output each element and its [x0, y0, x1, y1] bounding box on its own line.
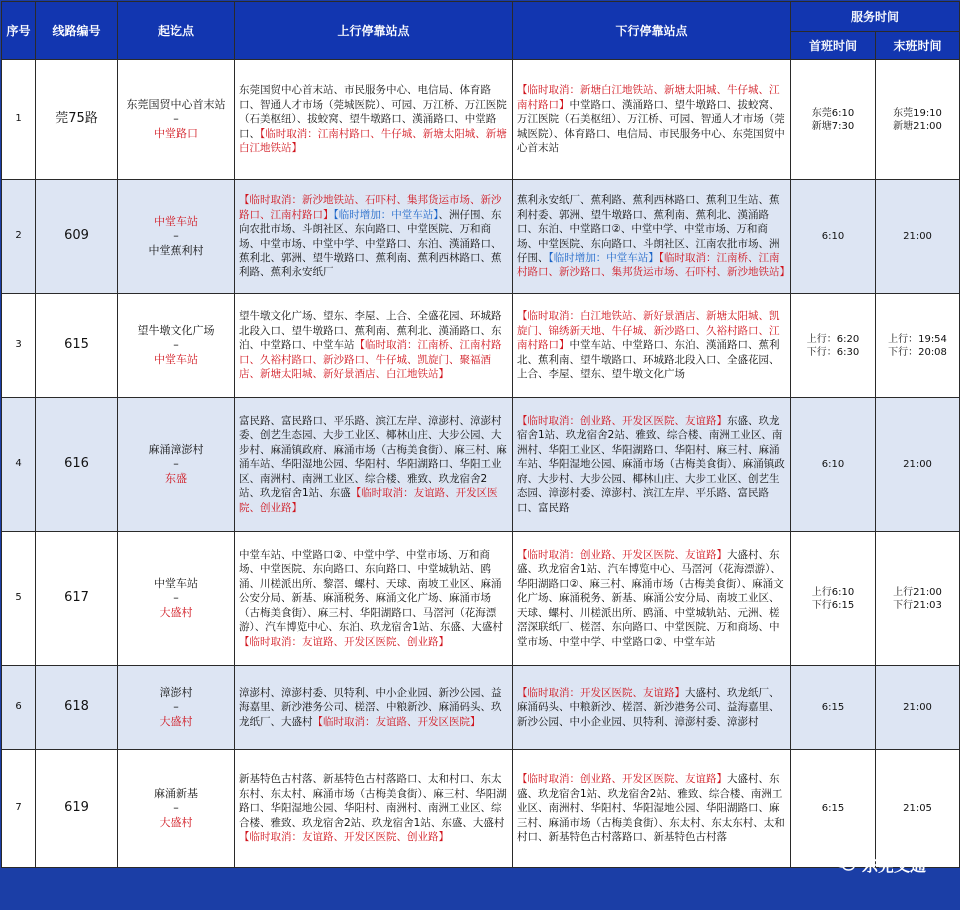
row-index: 2: [2, 180, 36, 294]
terminal-to: 东盛: [165, 471, 187, 485]
route-terminals: [118, 60, 235, 180]
route-number: 618: [36, 666, 118, 750]
last-bus-time: 21:00: [876, 180, 960, 294]
terminal-dash: –: [173, 338, 179, 352]
first-bus-time: 6:15: [791, 750, 876, 868]
table-row: [2, 60, 960, 180]
down-add-notice: 【临时增加：中堂车站】: [548, 251, 659, 264]
down-stops: [513, 180, 791, 294]
route-number: 609: [36, 180, 118, 294]
down-cancel-notice: 【临时取消：创业路、开发区医院、友谊路】: [517, 415, 727, 428]
terminal-dash: –: [173, 457, 179, 471]
wechat-icon: [834, 854, 856, 876]
watermark: [834, 853, 926, 876]
down-cancel-notice: 【临时取消：江南桥、江南村路口、新沙路口、集邦货运市场、石吓村、新沙地铁站】: [517, 251, 790, 279]
header-up-stops: 上行停靠站点: [235, 2, 513, 60]
route-terminals: [118, 180, 235, 294]
header-service-time: 服务时间: [791, 2, 960, 32]
up-stops-list: 东莞国贸中心首末站、市民服务中心、电信局、体育路口、智通人才市场（莞城医院）、可园、万江桥、万江医院（石美枢纽）、拔蛟窝、望牛墩路口、漢涌路口、中堂路口、: [239, 84, 507, 140]
terminal-from: 中堂车站: [154, 214, 198, 228]
table-row: [2, 180, 960, 294]
route-terminals: [118, 398, 235, 532]
down-cancel-notice: 【临时取消：白江地铁站、新好景酒店、新塘太阳城、凯旋门、锦绣新天地、牛仔城、新沙路口、久裕村路口、江南村路口】: [517, 310, 780, 352]
down-stops-list: 东盛、玖龙宿舍1站、玖龙宿舍2站、雅致、综合楼、南洲工业区、南洲村、华阳工业区、华阳湖路口、华阳村、麻三村、麻涌车站、华阳湿地公园、麻涌市场（古梅美食街）、麻涌镇政府、大步村、大步公园、椰林山庄、大步工业区、创艺生态园、漳澎村委、漳澎村、滨江左岸、平乐路、富民路口、富民路: [517, 415, 785, 514]
down-stops: [513, 60, 791, 180]
first-bus-time: 6:15: [791, 666, 876, 750]
bus-route-table: [1, 1, 960, 868]
terminal-from: 望牛墩文化广场: [137, 323, 215, 337]
down-stops: [513, 294, 791, 398]
up-stops: [235, 750, 513, 868]
table-row: [2, 750, 960, 868]
terminal-from: 麻涌新基: [154, 786, 198, 800]
up-stops: [235, 398, 513, 532]
terminal-to: 中堂路口: [154, 126, 198, 140]
down-stops: [513, 666, 791, 750]
terminal-to: 中堂蕉利村: [148, 243, 204, 257]
row-index: 4: [2, 398, 36, 532]
watermark-text: 东莞交通: [861, 856, 926, 875]
down-cancel-notice: 【临时取消：创业路、开发区医院、友谊路】: [517, 549, 727, 562]
down-cancel-notice: 【临时取消：开发区医院、友谊路】: [517, 686, 685, 699]
down-stops-list: 大盛村、东盛、玖龙宿舍1站、玖龙宿舍2站、雅致、综合楼、南洲工业区、南洲村、华阳村、华阳湿地公园、华阳湖路口、麻三村、麻涌市场（古梅美食街）、东太村、东太东村、太和村口、新基特色古村落路口、新基特色古村落: [517, 773, 785, 844]
up-stops-list: 新基特色古村落、新基特色古村落路口、太和村口、东太东村、东太村、麻涌市场（古梅美食街）、麻三村、华阳湖路口、华阳湿地公园、华阳村、南洲村、南洲工业区、综合楼、雅致、玖龙宿舍2站、玖龙宿舍1站、东盛、大盛村: [239, 773, 507, 829]
up-stops: [235, 294, 513, 398]
up-cancel-notice: 【临时取消：友谊路、开发区医院、创业路】: [239, 831, 449, 844]
down-stops-list: 中堂路口、漢涌路口、望牛墩路口、拔蛟窝、万江医院（石美枢纽）、万江桥、可园、智通人才市场（莞城医院）、体育路口、电信局、市民服务中心、东莞国贸中心首末站: [517, 98, 785, 155]
header-terminals: 起讫点: [118, 2, 235, 60]
first-bus-time: 上行6:10 下行6:15: [791, 532, 876, 666]
header-route: 线路编号: [36, 2, 118, 60]
up-stops: [235, 532, 513, 666]
up-stops: [235, 60, 513, 180]
down-stops-list: 中堂车站、中堂路口、东泊、漢涌路口、蕉利北、蕉利南、望牛墩路口、环城路北段入口、全盛花园、上合、李屋、望东、望牛墩文化广场: [517, 339, 780, 381]
header-first-bus: 首班时间: [791, 32, 876, 60]
down-stops: [513, 532, 791, 666]
route-terminals: [118, 666, 235, 750]
table-row: [2, 666, 960, 750]
down-stops: [513, 750, 791, 868]
up-stops-list: 富民路、富民路口、平乐路、滨江左岸、漳澎村、漳澎村委、创艺生态园、大步工业区、椰林山庄、大步公园、大步村、麻涌镇政府、麻涌市场（古梅美食街）、麻三村、麻涌车站、华阳湿地公园、华阳村、华阳湖路口、华阳工业区、南洲村、南洲工业区、综合楼、雅致、玖龙宿舍2站、玖龙宿舍1站、东盛: [239, 415, 507, 500]
up-cancel-notice: 【临时取消：友谊路、开发区医院】: [312, 715, 481, 728]
route-number: 619: [36, 750, 118, 868]
terminal-to: 大盛村: [159, 605, 193, 619]
route-terminals: [118, 750, 235, 868]
last-bus-time: 21:05: [876, 750, 960, 868]
row-index: 5: [2, 532, 36, 666]
table-row: [2, 532, 960, 666]
first-bus-time: 6:10: [791, 180, 876, 294]
footer-bar: [0, 856, 960, 904]
last-bus-time: 21:00: [876, 666, 960, 750]
up-stops-list: 、洲仔围、东向农批市场、斗朗社区、东向路口、中堂医院、万和商场、中堂市场、中堂中学、中堂路口、东泊、漢涌路口、蕉利北、郭洲、望牛墩路口、蕉利南、蕉利西林路口、蕉利路、蕉利永安纸厂: [239, 208, 502, 279]
up-stops: [235, 666, 513, 750]
down-stops-list: 大盛村、玖龙纸厂、麻涌码头、中粮新沙、槎滘、新沙港务公司、益海嘉里、新沙公园、中小企业园、贝特利、漳澎村委、漳澎村: [517, 686, 780, 728]
table-row: [2, 398, 960, 532]
terminal-dash: –: [173, 700, 179, 714]
terminal-dash: –: [173, 112, 179, 126]
terminal-dash: –: [173, 801, 179, 815]
up-stops-list: 中堂车站、中堂路口②、中堂中学、中堂市场、万和商场、中堂医院、东向路口、东向路口、中堂城轨站、鸥涌、川槎派出所、黎滘、螺村、天球、南坡工业区、麻涌公安分局、新基、麻涌税务、麻涌文化广场、麻涌市场（古梅美食街）、麻三村、华阳湖路口、马滘河（花海漂游）、汽车博览中心、东泊、玖龙宿舍1站、东盛、大盛村: [239, 549, 503, 634]
down-stops-list: 蕉利永安纸厂、蕉利路、蕉利西林路口、蕉利卫生站、蕉利村委、郭洲、望牛墩路口、蕉利南、蕉利北、漢涌路口、东泊、中堂路口②、中堂中学、中堂市场、万和商场、中堂医院、东向路口、斗朗社区、江南农批市场、洲仔围、: [517, 194, 780, 264]
down-cancel-notice: 【临时取消：新塘白江地铁站、新塘太阳城、牛仔城、江南村路口】: [517, 84, 780, 111]
first-bus-time: 上行：6:20 下行：6:30: [791, 294, 876, 398]
down-cancel-notice: 【临时取消：创业路、开发区医院、友谊路】: [517, 773, 727, 786]
terminal-to: 中堂车站: [154, 352, 198, 366]
up-stops-list: 望牛墩文化广场、望东、李屋、上合、全盛花园、环城路北段入口、望牛墩路口、蕉利南、蕉利北、漢涌路口、东泊、中堂路口、中堂车站: [239, 310, 502, 352]
last-bus-time: 上行21:00 下行21:03: [876, 532, 960, 666]
route-terminals: [118, 532, 235, 666]
up-add-notice: 【临时增加：中堂车站】: [333, 208, 439, 221]
header-last-bus: 末班时间: [876, 32, 960, 60]
terminal-from: 东莞国贸中心首末站: [126, 97, 226, 111]
up-cancel-notice: 【临时取消：友谊路、开发区医院、创业路】: [239, 635, 449, 648]
down-stops: [513, 398, 791, 532]
first-bus-time: 6:10: [791, 398, 876, 532]
header-down-stops: 下行停靠站点: [513, 2, 791, 60]
route-number: 615: [36, 294, 118, 398]
row-index: 7: [2, 750, 36, 868]
last-bus-time: 东莞19:10 新塘21:00: [876, 60, 960, 180]
up-cancel-notice: 【临时取消：江南桥、江南村路口、久裕村路口、新沙路口、牛仔城、凯旋门、聚福酒店、新塘太阳城、新好景酒店、白江地铁站】: [239, 339, 502, 381]
row-index: 3: [2, 294, 36, 398]
last-bus-time: 21:00: [876, 398, 960, 532]
terminal-to: 大盛村: [159, 815, 193, 829]
table-row: [2, 294, 960, 398]
route-number: 莞75路: [36, 60, 118, 180]
terminal-dash: –: [173, 591, 179, 605]
row-index: 6: [2, 666, 36, 750]
last-bus-time: 上行：19:54 下行：20:08: [876, 294, 960, 398]
route-terminals: [118, 294, 235, 398]
terminal-from: 中堂车站: [154, 576, 198, 590]
up-cancel-notice: 【临时取消：江南村路口、牛仔城、新塘太阳城、新塘白江地铁站】: [239, 127, 507, 155]
row-index: 1: [2, 60, 36, 180]
terminal-from: 麻涌漳澎村: [148, 442, 204, 456]
up-cancel-notice: 【临时取消：新沙地铁站、石吓村、集邦货运市场、新沙路口、江南村路口】: [239, 194, 502, 221]
table-header: [2, 2, 960, 60]
first-bus-time: 东莞6:10 新塘7:30: [791, 60, 876, 180]
route-number: 617: [36, 532, 118, 666]
terminal-to: 大盛村: [159, 714, 193, 728]
route-number: 616: [36, 398, 118, 532]
down-stops-list: 大盛村、东盛、玖龙宿舍1站、汽车博览中心、马滘河（花海漂游）、华阳湖路口②、麻三村、麻涌市场（古梅美食街）、麻涌文化广场、麻涌税务、新基、麻涌公安分局、南坡工业区、天球、螺村、川槎派出所、鸥涌、中堂城轨站、元洲、槎滘深联纸厂、槎滘、东向路口、中堂医院、万和商场、中堂市场、中堂中学、中堂路口②、中堂车站: [517, 549, 784, 648]
up-stops: [235, 180, 513, 294]
header-idx: 序号: [2, 2, 36, 60]
up-cancel-notice: 【临时取消：友谊路、开发区医院、创业路】: [239, 487, 498, 514]
up-stops-list: 漳澎村、漳澎村委、贝特利、中小企业园、新沙公园、益海嘉里、新沙港务公司、槎滘、中粮新沙、麻涌码头、玖龙纸厂、大盛村: [239, 686, 502, 728]
terminal-dash: –: [173, 229, 179, 243]
terminal-from: 漳澎村: [159, 685, 193, 699]
